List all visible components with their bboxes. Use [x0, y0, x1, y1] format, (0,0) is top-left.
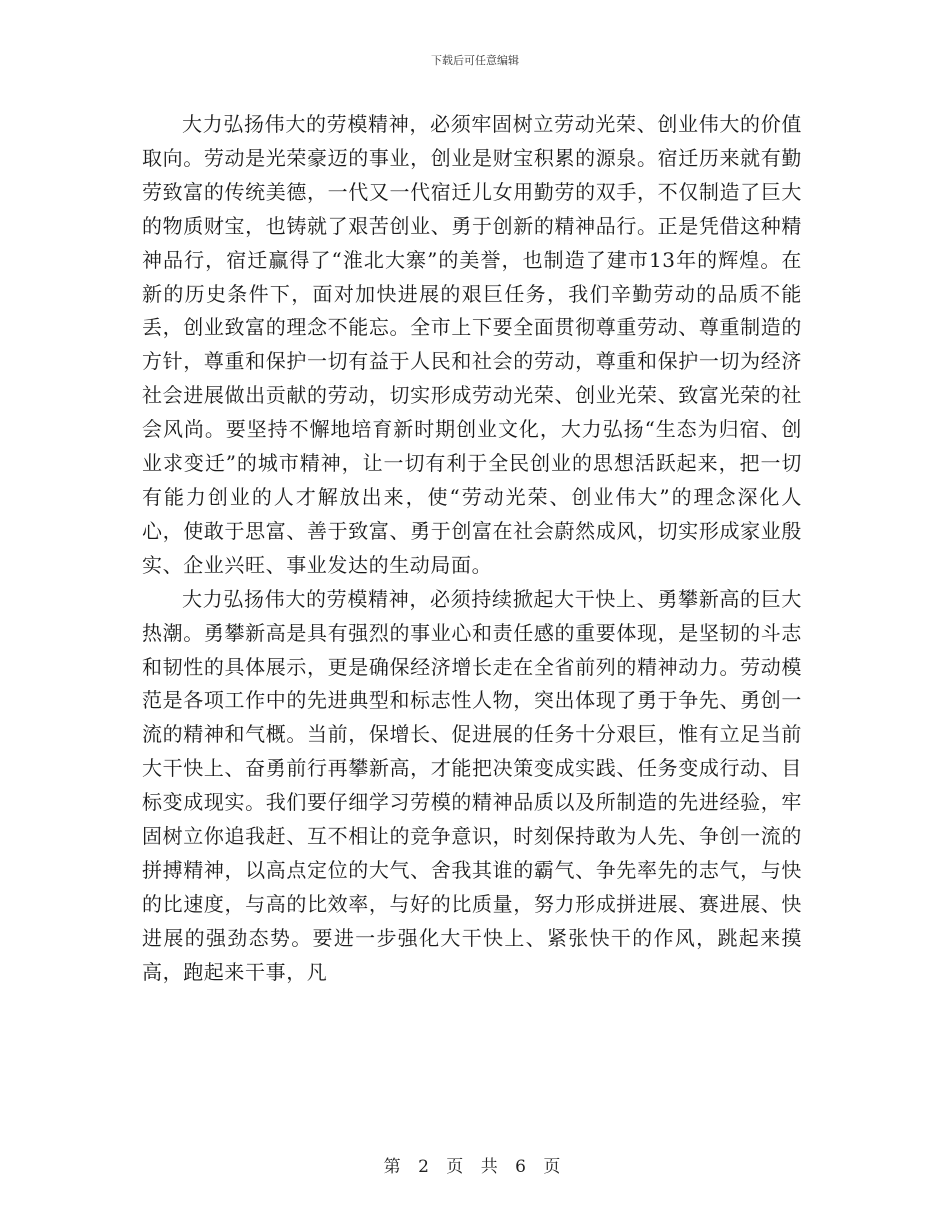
- paragraph-2: 大力弘扬伟大的劳模精神，必须持续掀起大干快上、勇攀新高的巨大热潮。勇攀新高是具有强烈的事业心和责任感的重要体现，是坚韧的斗志和韧性的具体展示，更是确保经济增长走在全省前列的精神动力。劳动模范是各项工作中的先进典型和标志性人物，突出体现了勇于争先、勇创一流的精神和气概。当前，保增长、促进展的任务十分艰巨，惟有立足当前大干快上、奋勇前行再攀新高，才能把决策变成实践、任务变成行动、目标变成现实。我们要仔细学习劳模的精神品质以及所制造的先进经验，牢固树立你追我赶、互不相让的竞争意识，时刻保持敢为人先、争创一流的拼搏精神，以高点定位的大气、舍我其谁的霸气、争先率先的志气，与快的比速度，与高的比效率，与好的比质量，努力形成拼进展、赛进展、快进展的强劲态势。要进一步强化大干快上、紧张快干的作风，跳起来摸高，跑起来干事，凡: [142, 586, 802, 984]
- page-header: 下载后可任意编辑: [431, 54, 519, 67]
- page-footer: 第 2 页 共 6 页: [383, 1157, 567, 1177]
- paragraph-1: 大力弘扬伟大的劳模精神，必须牢固树立劳动光荣、创业伟大的价值取向。劳动是光荣豪迈的事业，创业是财宝积累的源泉。宿迁历来就有勤劳致富的传统美德，一代又一代宿迁儿女用勤劳的双手，不仅制造了巨大的物质财宝，也铸就了艰苦创业、勇于创新的精神品行。正是凭借这种精神品行，宿迁赢得了“淮北大寨”的美誉，也制造了建市13年的辉煌。在新的历史条件下，面对加快进展的艰巨任务，我们辛勤劳动的品质不能丢，创业致富的理念不能忘。全市上下要全面贯彻尊重劳动、尊重制造的方针，尊重和保护一切有益于人民和社会的劳动，尊重和保护一切为经济社会进展做出贡献的劳动，切实形成劳动光荣、创业光荣、致富光荣的社会风尚。要坚持不懈地培育新时期创业文化，大力弘扬“生态为归宿、创业求变迁”的城市精神，让一切有利于全民创业的思想活跃起来，把一切有能力创业的人才解放出来，使“劳动光荣、创业伟大”的理念深化人心，使敢于思富、善于致富、勇于创富在社会蔚然成风，切实形成家业殷实、企业兴旺、事业发达的生动局面。: [142, 112, 802, 577]
- document-body: [142, 108, 802, 990]
